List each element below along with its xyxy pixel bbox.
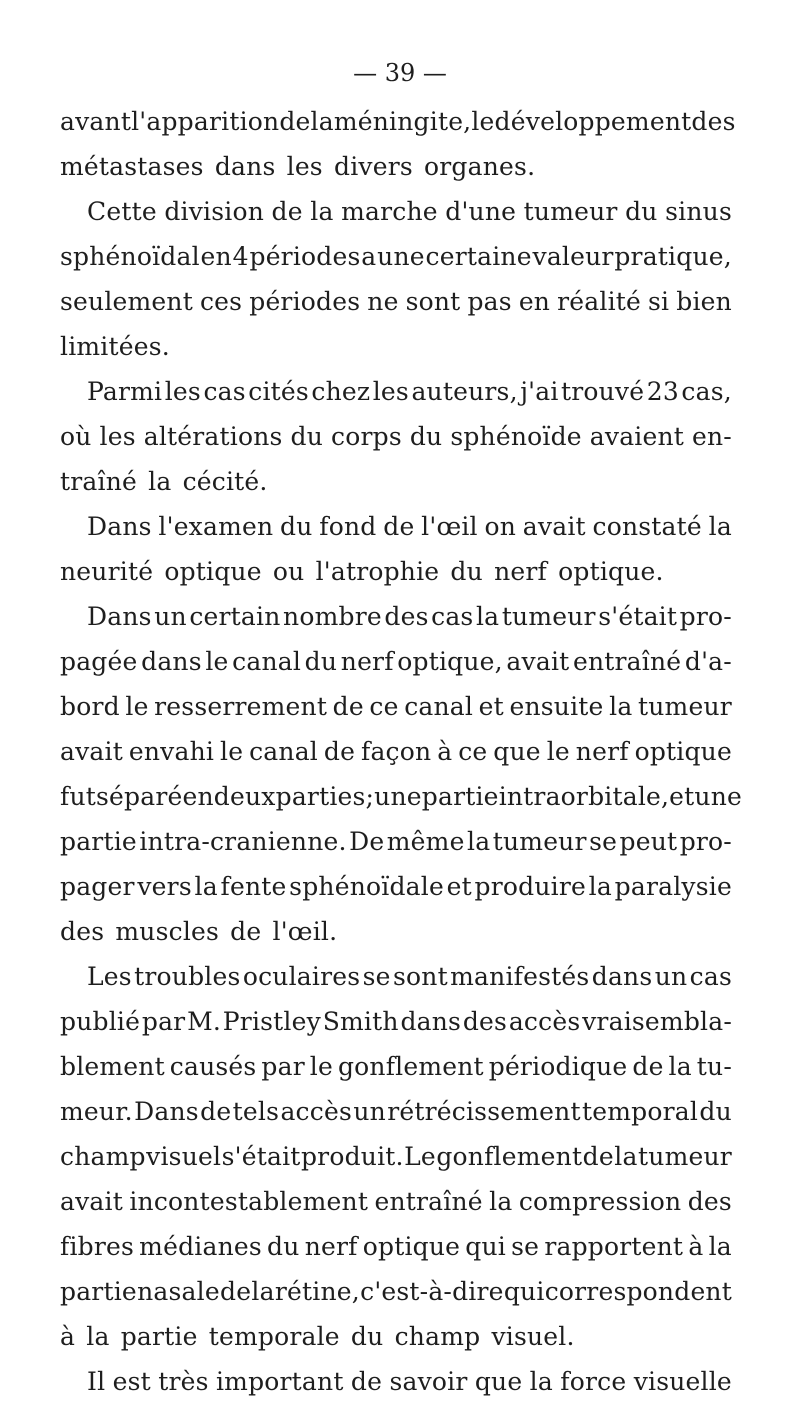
text-line: seulement ces périodes ne sont pas en réalité si bien bbox=[60, 287, 732, 316]
text-line: limitées. bbox=[60, 332, 170, 361]
text-line: neurité optique ou l'atrophie du nerf optique. bbox=[60, 557, 664, 586]
text-line: fut séparé en deux parties ; une partie intraorbitale,et une bbox=[60, 782, 743, 811]
text-line: partie intra-cranienne. De même la tumeur se peut pro- bbox=[60, 827, 732, 856]
text-line: avait incontestablement entraîné la compression des bbox=[60, 1187, 732, 1216]
text-line: pagée dans le canal du nerf optique, avait entraîné d'a- bbox=[60, 647, 732, 676]
text-line: à la partie temporale du champ visuel. bbox=[60, 1322, 575, 1351]
text-line: des muscles de l'œil. bbox=[60, 917, 338, 946]
text-line: champ visuel s'était produit. Le gonflement de la tumeur bbox=[60, 1142, 732, 1171]
text-line: Il est très important de savoir que la force visuelle bbox=[87, 1367, 732, 1396]
body-text bbox=[60, 99, 743, 1404]
text-line: pager vers la fente sphénoïdale et produire la paralysie bbox=[60, 872, 732, 901]
text-line: avait envahi le canal de façon à ce que le nerf optique bbox=[60, 737, 732, 766]
text-line: Parmi les cas cités chez les auteurs, j'ai trouvé 23 cas, bbox=[87, 377, 732, 406]
text-line: traîné la cécité. bbox=[60, 467, 268, 496]
page-number: — 39 — bbox=[353, 59, 447, 87]
text-line: sphénoïdal en 4 périodes a une certaine valeur pratique, bbox=[60, 242, 732, 271]
text-line: où les altérations du corps du sphénoïde avaient en- bbox=[60, 422, 732, 451]
text-line: avant l'apparition de la méningite, le développement des bbox=[60, 107, 736, 136]
text-line: Les troubles oculaires se sont manifestés dans un cas bbox=[87, 962, 732, 991]
text-line: Cette division de la marche d'une tumeur du sinus bbox=[87, 197, 732, 226]
text-line: fibres médianes du nerf optique qui se rapportent à la bbox=[60, 1232, 732, 1261]
text-line: bord le resserrement de ce canal et ensuite la tumeur bbox=[60, 692, 732, 721]
text-line: meur. Dans de tels accès un rétrécissement temporal du bbox=[60, 1097, 732, 1126]
text-line: publié par M. Pristley Smith dans des accès vraisembla- bbox=[60, 1007, 732, 1036]
text-line: métastases dans les divers organes. bbox=[60, 152, 536, 181]
text-line: Dans l'examen du fond de l'œil on avait constaté la bbox=[87, 512, 732, 541]
text-line: Dans un certain nombre des cas la tumeur s'était pro- bbox=[87, 602, 732, 631]
text-line: blement causés par le gonflement périodique de la tu- bbox=[60, 1052, 732, 1081]
text-line: partie nasale de la rétine, c'est-à-dire qui correspondent bbox=[60, 1277, 732, 1306]
